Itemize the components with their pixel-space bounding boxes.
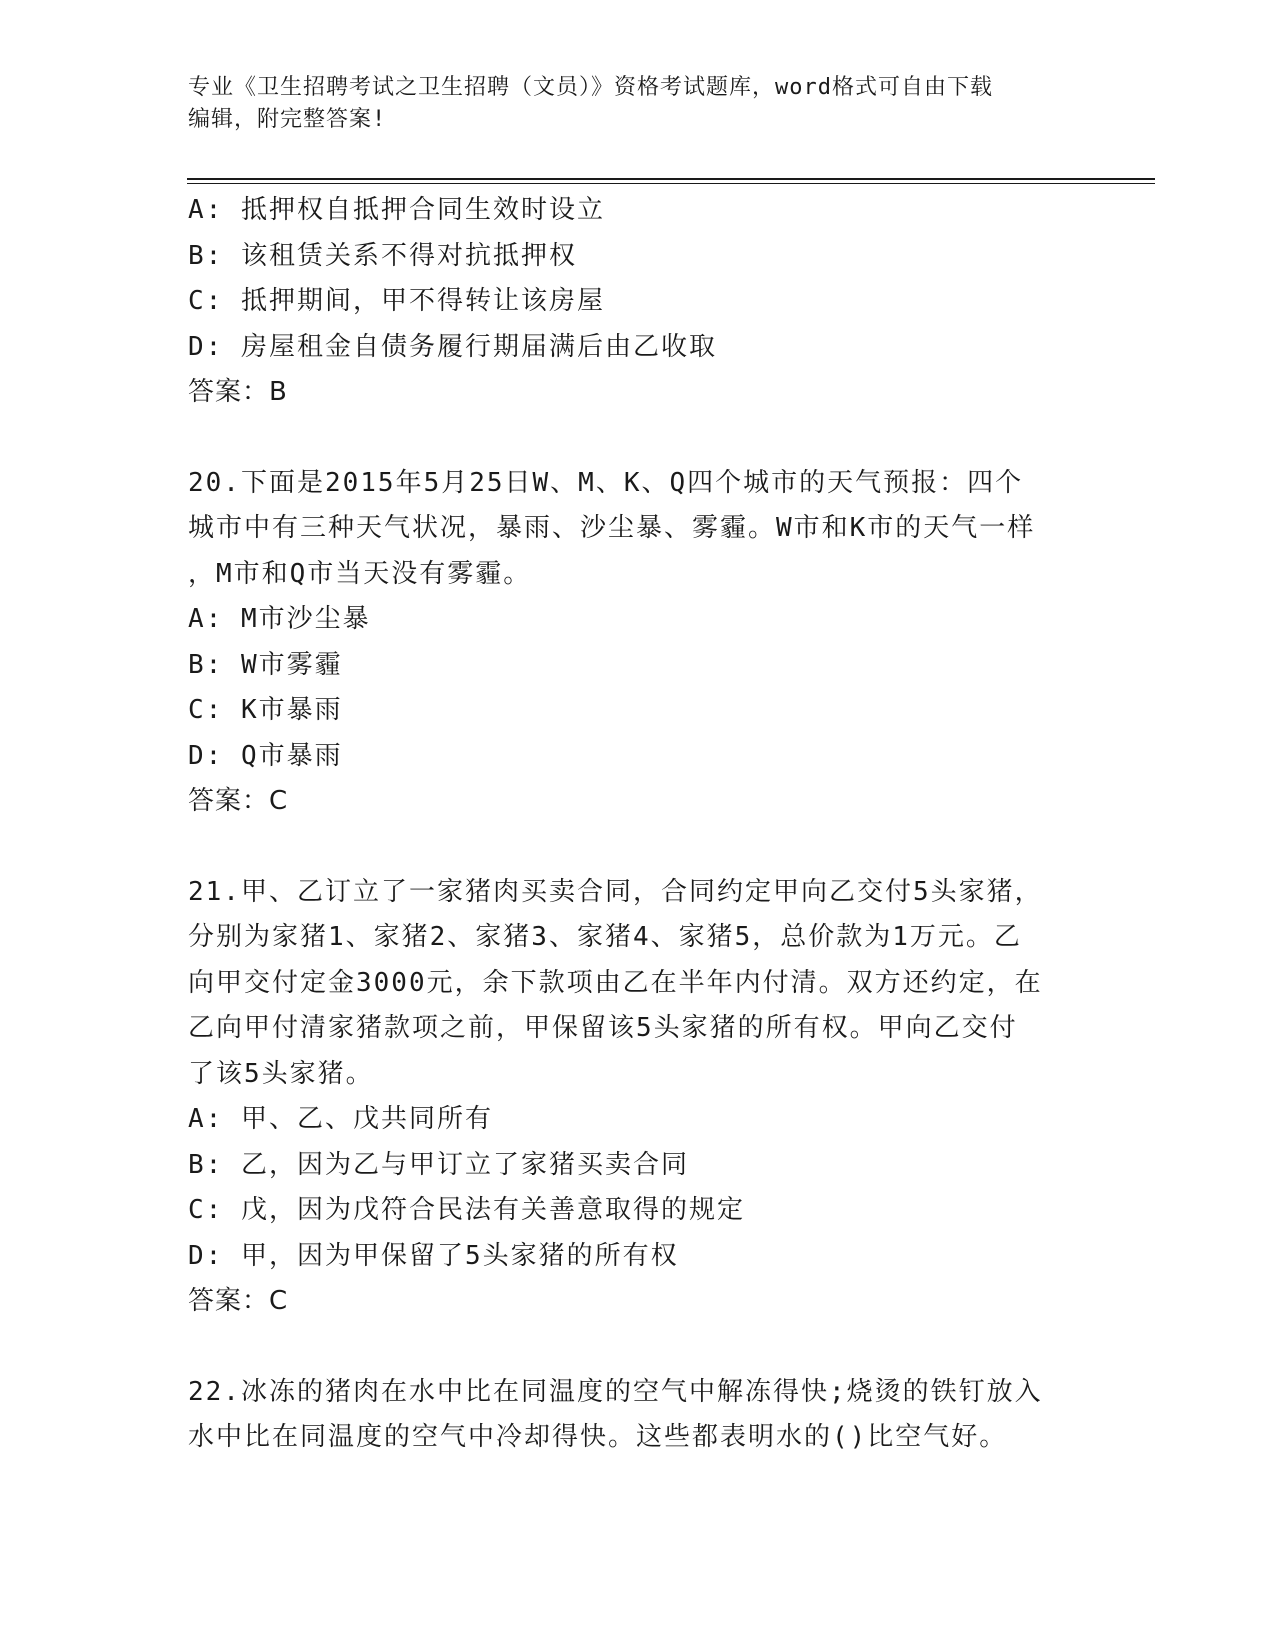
option-c: C: 抵押期间，甲不得转让该房屋 (188, 286, 605, 316)
question-20 (188, 461, 1088, 825)
question-21 (188, 870, 1088, 1325)
header-divider-thin (187, 183, 1155, 184)
question-stem-line: 20.下面是2015年5月25日W、M、K、Q四个城市的天气预报：四个 (188, 467, 1024, 498)
option-d: D: Q市暴雨 (188, 740, 343, 771)
header-line-1: 专业《卫生招聘考试之卫生招聘（文员）》资格考试题库，word格式可自由下载 (188, 75, 993, 100)
question-stem-line: 乙向甲付清家猪款项之前，甲保留该5头家猪的所有权。甲向乙交付 (188, 1013, 1018, 1043)
question-22 (188, 1370, 1088, 1461)
question-stem-line: 22.冰冻的猪肉在水中比在同温度的空气中解冻得快;烧烫的铁钉放入 (188, 1376, 1043, 1407)
option-d: D: 房屋租金自债务履行期届满后由乙收取 (188, 331, 717, 362)
question-stem-line: 城市中有三种天气状况，暴雨、沙尘暴、雾霾。W市和K市的天气一样 (188, 513, 1036, 543)
option-a: A: 抵押权自抵押合同生效时设立 (188, 195, 605, 225)
header-divider-thick (187, 178, 1155, 180)
spacer (188, 825, 1088, 870)
option-b: B: 该租赁关系不得对抗抵押权 (188, 240, 577, 271)
document-header (188, 72, 1088, 136)
answer: 答案：C (188, 786, 289, 816)
question-stem-line: 21.甲、乙订立了一家猪肉买卖合同，合同约定甲向乙交付5头家猪， (188, 876, 1043, 907)
header-line-2: 编辑，附完整答案! (188, 107, 387, 132)
question-stem-line: 了该5头家猪。 (188, 1058, 374, 1089)
option-a: A: M市沙尘暴 (188, 604, 371, 634)
option-c: C: 戊，因为戊符合民法有关善意取得的规定 (188, 1195, 745, 1225)
answer: 答案：B (188, 377, 288, 407)
option-b: B: W市雾霾 (188, 649, 343, 680)
spacer (188, 1325, 1088, 1370)
question-list (188, 188, 1088, 1461)
option-c: C: K市暴雨 (188, 695, 343, 725)
option-a: A: 甲、乙、戊共同所有 (188, 1104, 493, 1134)
question-stem-line: 水中比在同温度的空气中冷却得快。这些都表明水的()比空气好。 (188, 1422, 1008, 1452)
option-d: D: 甲，因为甲保留了5头家猪的所有权 (188, 1240, 679, 1271)
question-stem-line: 向甲交付定金3000元，余下款项由乙在半年内付清。双方还约定，在 (188, 967, 1043, 998)
question-stem-line: 分别为家猪1、家猪2、家猪3、家猪4、家猪5，总价款为1万元。乙 (188, 922, 1022, 952)
answer: 答案：C (188, 1286, 289, 1316)
spacer (188, 416, 1088, 461)
question-stem-line: ，M市和Q市当天没有雾霾。 (188, 558, 532, 589)
option-b: B: 乙，因为乙与甲订立了家猪买卖合同 (188, 1149, 689, 1180)
question-19 (188, 188, 1088, 416)
